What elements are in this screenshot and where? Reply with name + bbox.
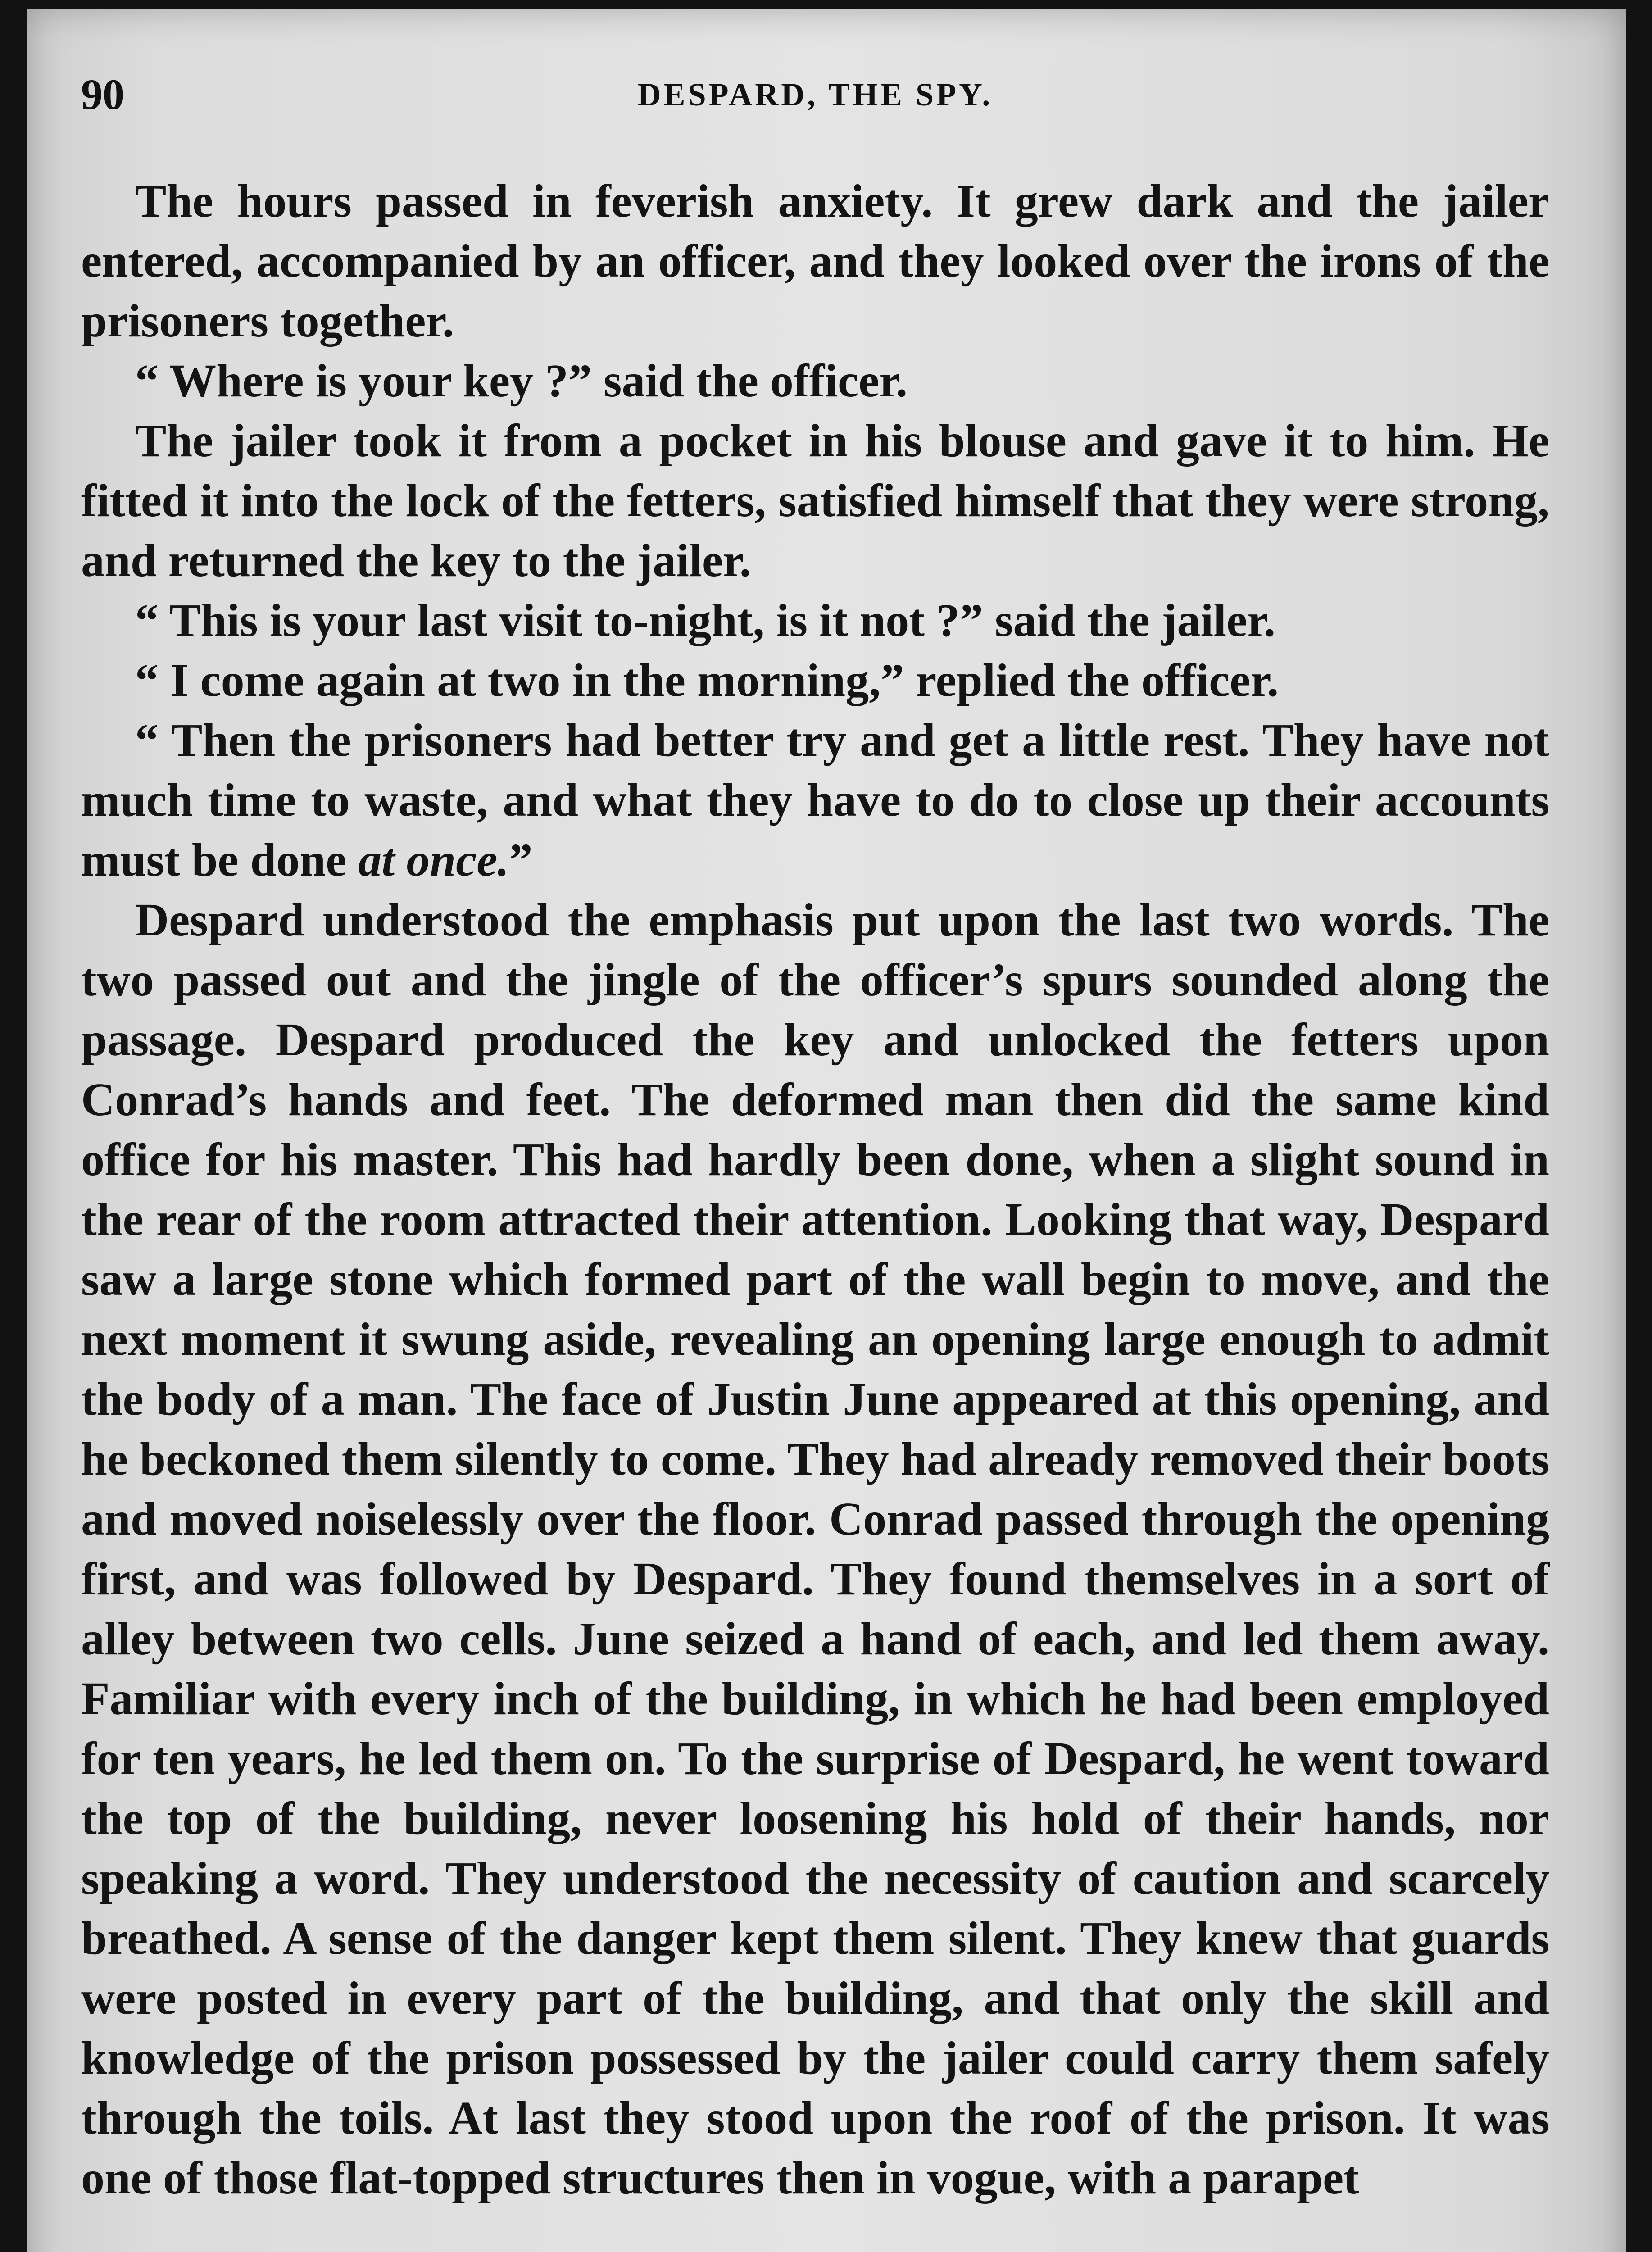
paragraph-text: ” [509, 834, 533, 886]
body-text [81, 171, 1549, 2208]
emphasis-text: at once. [358, 834, 509, 886]
paragraph-text: “ Then the prisoners had better try and get a little rest. They have not much time to waste, and what they have to do to close up their accounts must be done [81, 714, 1549, 886]
paragraph: “ Where is your key ?” said the officer. [135, 355, 908, 407]
paragraph: “ This is your last visit to-night, is it not ?” said the jailer. [135, 595, 1275, 646]
paragraph: Despard understood the emphasis put upon the last two words. The two passed out and the jingle of the officer’s spurs sounded along the passage. Despard produced the key and unlocked the fetters upon Conrad’s hands and feet. The deformed man then did the same kind office for his master. This had hardly been done, when a slight sound in the rear of the room attracted their attention. Looking that way, Despard saw a large stone which formed part of the wall begin to move, and the next moment it swung aside, revealing an opening large enough to admit the body of a man. The face of Justin June appeared at this opening, and he beckoned them silently to come. They had already removed their boots and moved noiselessly over the floor. Conrad passed through the opening first, and was followed by Despard. They found themselves in a sort of alley between two cells. June seized a hand of each, and led them away. Familiar with every inch of the building, in which he had been employed for ten years, he led them on. To the surprise of Despard, he went toward the top of the building, never loosening his hold of their hands, nor speaking a word. They understood the necessity of caution and scarcely breathed. A sense of the danger kept them silent. They knew that guards were posted in every part of the building, and that only the skill and knowledge of the prison possessed by the jailer could carry them safely through the toils. At last they stood upon the roof of the prison. It was one of those flat-topped structures then in vogue, with a parapet [81, 894, 1549, 2204]
book-page [27, 9, 1626, 2252]
paragraph: The jailer took it from a pocket in his blouse and gave it to him. He fitted it into the lock of the fetters, satisfied himself that they were strong, and returned the key to the jailer. [81, 415, 1549, 586]
paragraph: “ I come again at two in the morning,” replied the officer. [135, 654, 1279, 706]
running-head: DESPARD, THE SPY. [637, 77, 993, 113]
page-header [81, 63, 1549, 126]
paragraph: The hours passed in feverish anxiety. It grew dark and the jailer entered, accompanied by an officer, and they looked over the irons of the prisoners together. [81, 175, 1549, 347]
page-number: 90 [81, 70, 124, 118]
paragraph [81, 710, 1549, 890]
